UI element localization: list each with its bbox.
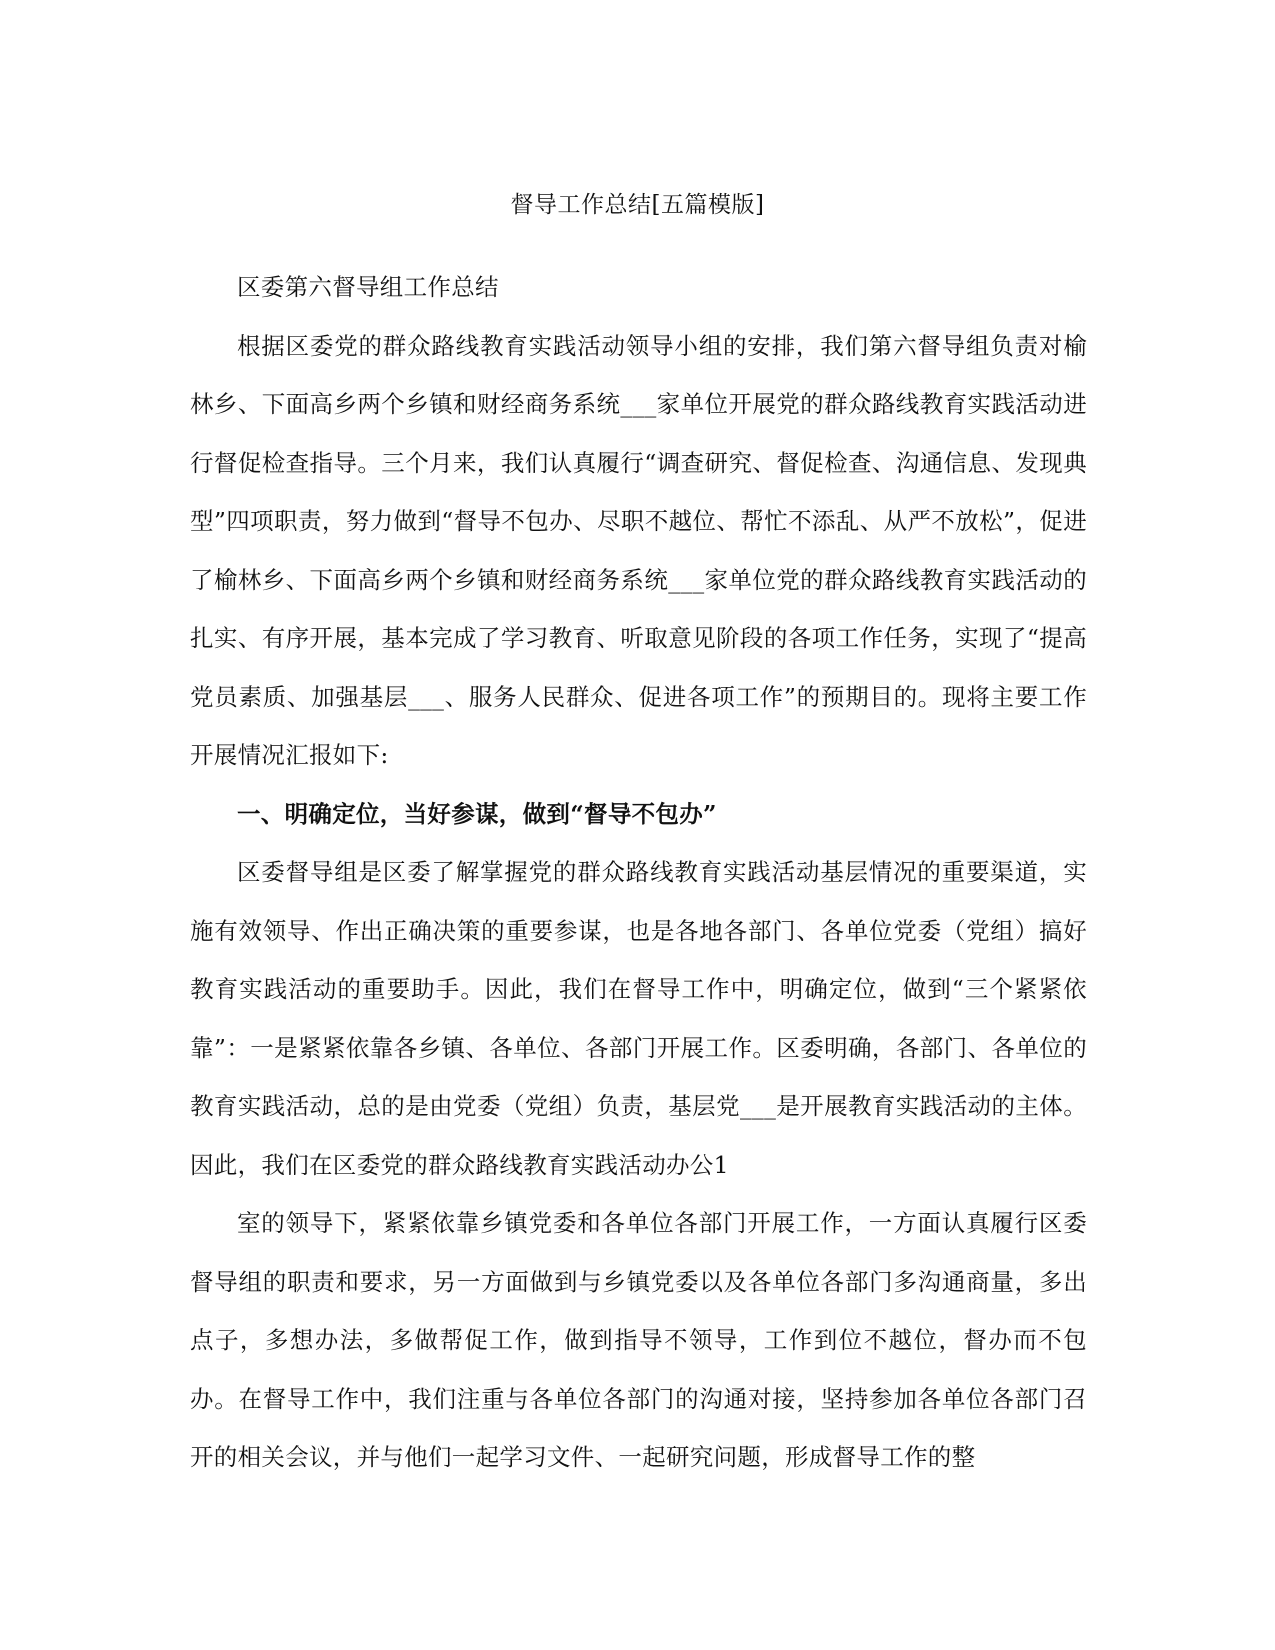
body-paragraph: 室的领导下，紧紧依靠乡镇党委和各单位各部门开展工作，一方面认真履行区委督导组的职责和要求，另一方面做到与乡镇党委以及各单位各部门多沟通商量，多出点子，多想办法，多做帮促工作，做到指导不领导，工作到位不越位，督办而不包办。在督导工作中，我们注重与各单位各部门的沟通对接，坚持参加各单位各部门召开的相关会议，并与他们一起学习文件、一起研究问题，形成督导工作的整: [190, 1209, 1087, 1471]
document-title: 督导工作总结[五篇模版]: [510, 192, 765, 218]
section-heading: 一、明确定位，当好参谋，做到“督导不包办”: [237, 799, 717, 828]
body-paragraph: 区委督导组是区委了解掌握党的群众路线教育实践活动基层情况的重要渠道，实施有效领导、作出正确决策的重要参谋，也是各地各部门、各单位党委（党组）搞好教育实践活动的重要助手。因此，我们在督导工作中，明确定位，做到“三个紧紧依靠”：一是紧紧依靠各乡镇、各单位、各部门开展工作。区委明确，各部门、各单位的教育实践活动，总的是由党委（党组）负责，基层党___是开展教育实践活动的主体。因此，我们在区委党的群众路线教育实践活动办公1: [190, 858, 1087, 1179]
section-subtitle: 区委第六督导组工作总结: [237, 273, 499, 301]
body-paragraph: 根据区委党的群众路线教育实践活动领导小组的安排，我们第六督导组负责对榆林乡、下面高乡两个乡镇和财经商务系统___家单位开展党的群众路线教育实践活动进行督促检查指导。三个月来，我们认真履行“调查研究、督促检查、沟通信息、发现典型”四项职责，努力做到“督导不包办、尽职不越位、帮忙不添乱、从严不放松”，促进了榆林乡、下面高乡两个乡镇和财经商务系统___家单位党的群众路线教育实践活动的扎实、有序开展，基本完成了学习教育、听取意见阶段的各项工作任务，实现了“提高党员素质、加强基层___、服务人民群众、促进各项工作”的预期目的。现将主要工作开展情况汇报如下:: [190, 331, 1087, 769]
document-body: [190, 258, 1087, 1487]
